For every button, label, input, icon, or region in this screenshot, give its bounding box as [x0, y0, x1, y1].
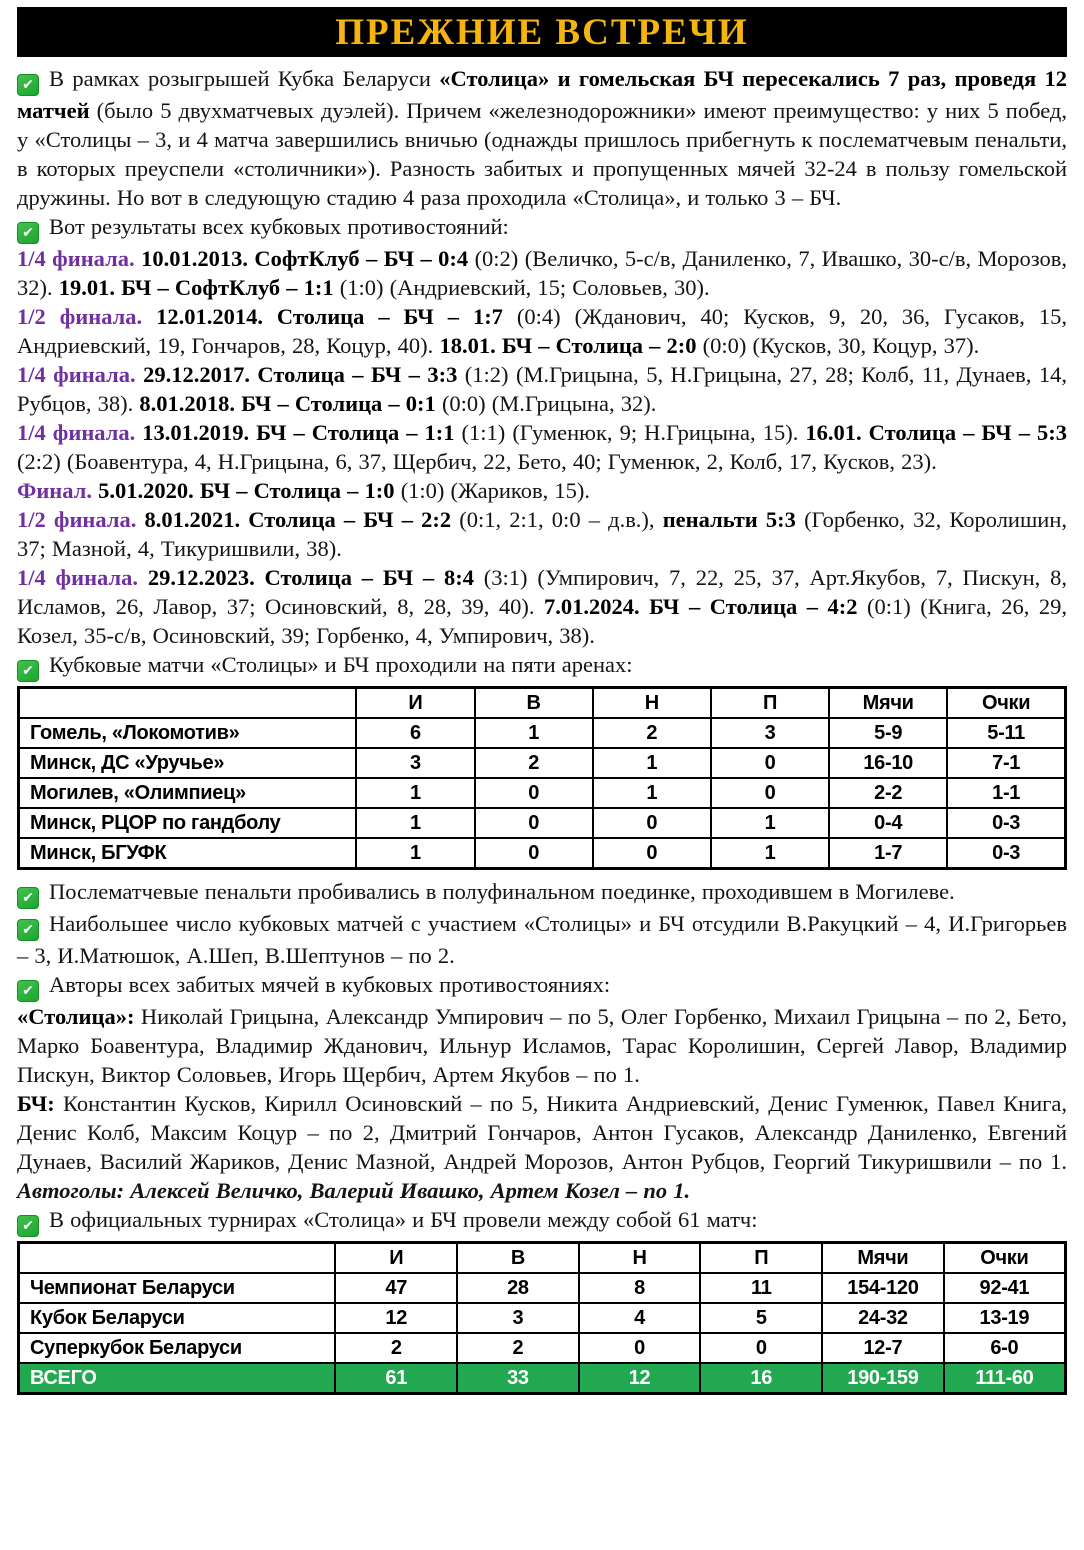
stat-cell: 154-120 [822, 1273, 944, 1303]
column-header: Н [579, 1243, 701, 1274]
text-segment: Послематчевые пенальти пробивались в полуфинальном поединке, проходившем в Могилеве. [49, 879, 955, 904]
table-row [19, 748, 1066, 778]
referees-paragraph [17, 909, 1067, 970]
text-segment: Константин Кусков, Кирилл Осиновский – по 5, Никита Андриевский, Денис Гуменюк, Павел Книга, Денис Колб, Максим Коцур – по 2, Дмитрий Гончаров, Антон Гусаков, Александр Даниленко, Евгений Дунаев, Василий Жариков, Денис Мазной, Андрей Морозов, Антон Рубцов, Георгий Тикуришвили – по 1. [17, 1091, 1067, 1174]
stat-cell: 0 [579, 1333, 701, 1363]
stat-cell: 0-3 [947, 838, 1065, 869]
table-row [19, 1333, 1066, 1363]
match-result-paragraph [17, 360, 1067, 418]
text-segment: (0:0) (М.Грицына, 32). [441, 391, 657, 416]
match-result-paragraph [17, 302, 1067, 360]
column-header: Очки [944, 1243, 1066, 1274]
stat-cell: 2 [593, 718, 711, 748]
stage-label: 1/4 финала. [17, 565, 148, 590]
text-segment: (1:0) (Жариков, 15). [400, 478, 590, 503]
stat-cell: 1 [356, 838, 474, 869]
text-segment: В официальных турнирах «Столица» и БЧ провели между собой 61 матч: [49, 1207, 758, 1232]
column-header: И [335, 1243, 457, 1274]
text-segment: 29.12.2017. Столица – БЧ – 3:3 [143, 362, 465, 387]
text-segment: 29.12.2023. Столица – БЧ – 8:4 [147, 565, 484, 590]
total-stat-cell: 61 [335, 1363, 457, 1394]
text-segment: (0:0) (Кусков, 30, Коцур, 37). [702, 333, 980, 358]
stat-cell: 1 [711, 838, 829, 869]
content [17, 64, 1067, 1395]
stat-cell: 5-11 [947, 718, 1065, 748]
text-segment: пенальти 5:3 [662, 507, 805, 532]
match-result-paragraph [17, 476, 1067, 505]
text-segment: В рамках розыгрышей Кубка Беларуси [49, 66, 440, 91]
match-result-paragraph [17, 244, 1067, 302]
row-label: Минск, БГУФК [19, 838, 357, 869]
stat-cell: 1 [475, 718, 593, 748]
column-header: В [457, 1243, 579, 1274]
total-label: ВСЕГО [19, 1363, 336, 1394]
column-header: Мячи [829, 688, 947, 719]
total-stat-cell: 12 [579, 1363, 701, 1394]
row-label: Суперкубок Беларуси [19, 1333, 336, 1363]
stat-cell: 3 [711, 718, 829, 748]
stat-cell: 11 [700, 1273, 822, 1303]
stat-cell: 6-0 [944, 1333, 1066, 1363]
text-segment: Вот результаты всех кубковых противостояний: [49, 214, 509, 239]
check-icon: ✔ [17, 980, 39, 1002]
text-segment: (1:1) (Гуменюк, 9; Н.Грицына, 15). [461, 420, 806, 445]
text-segment: БЧ: [17, 1091, 63, 1116]
stat-cell: 5-9 [829, 718, 947, 748]
text-segment: 10.01.2013. СофтКлуб – БЧ – 0:4 [141, 246, 475, 271]
text-segment: 13.01.2019. БЧ – Столица – 1:1 [142, 420, 462, 445]
column-header [19, 1243, 336, 1274]
stage-label: 1/4 финала. [17, 420, 143, 445]
match-result-paragraph [17, 563, 1067, 650]
table-row [19, 1273, 1066, 1303]
row-label: Чемпионат Беларуси [19, 1273, 336, 1303]
total-stat-cell: 190-159 [822, 1363, 944, 1394]
stat-cell: 24-32 [822, 1303, 944, 1333]
stat-cell: 12-7 [822, 1333, 944, 1363]
match-result-paragraph [17, 418, 1067, 476]
row-label: Гомель, «Локомотив» [19, 718, 357, 748]
table-row [19, 808, 1066, 838]
stat-cell: 1-7 [829, 838, 947, 869]
check-icon: ✔ [17, 74, 39, 96]
stat-cell: 0 [475, 778, 593, 808]
text-segment: 7.01.2024. БЧ – Столица – 4:2 [544, 594, 868, 619]
column-header: П [711, 688, 829, 719]
row-label: Кубок Беларуси [19, 1303, 336, 1333]
text-segment: (3:1) (Умпирович, 7, 22, 25, 37, Арт.Якубов, 7, Пискун, 8, Исламов, 26, Лавор, 37; Осиновский, 8, 28, 39, 40). [17, 565, 1067, 619]
stat-cell: 92-41 [944, 1273, 1066, 1303]
bch-scorers-paragraph [17, 1089, 1067, 1205]
match-result-paragraph [17, 505, 1067, 563]
column-header: Мячи [822, 1243, 944, 1274]
totals-table [17, 1241, 1067, 1395]
stat-cell: 5 [700, 1303, 822, 1333]
stage-label: 1/2 финала. [17, 507, 145, 532]
stat-cell: 1 [356, 808, 474, 838]
text-segment: Наибольшее число кубковых матчей с участием «Столицы» и БЧ отсудили В.Ракуцкий – 4, И.Григорьев – 3, И.Матюшок, А.Шеп, В.Шептунов – по 2. [17, 911, 1067, 968]
column-header: П [700, 1243, 822, 1274]
intro-paragraph [17, 64, 1067, 212]
text-segment: Кубковые матчи «Столицы» и БЧ проходили на пяти аренах: [49, 652, 633, 677]
penalties-paragraph [17, 877, 1067, 909]
text-segment: (Горбенко, 32, Королишин, 37; Мазной, 4, Тикуришвили, 38). [17, 507, 1067, 561]
text-segment: Авторы всех забитых мячей в кубковых противостояниях: [49, 972, 611, 997]
text-segment: 5.01.2020. БЧ – Столица – 1:0 [98, 478, 401, 503]
text-segment: (1:0) (Андриевский, 15; Соловьев, 30). [339, 275, 710, 300]
column-header: Очки [947, 688, 1065, 719]
column-header: В [475, 688, 593, 719]
stat-cell: 1 [593, 778, 711, 808]
stat-cell: 2-2 [829, 778, 947, 808]
table-row [19, 778, 1066, 808]
stat-cell: 0 [711, 748, 829, 778]
stat-cell: 47 [335, 1273, 457, 1303]
totals-lead-paragraph [17, 1205, 1067, 1237]
page-title: ПРЕЖНИЕ ВСТРЕЧИ [335, 11, 749, 53]
stat-cell: 1 [593, 748, 711, 778]
stat-cell: 0 [475, 838, 593, 869]
text-segment: (было 5 двухматчевых дуэлей). Причем «железнодорожники» имеют преимущество: у них 5 побед, у «Столицы – 3, и 4 матча завершились вничью (однажды пришлось прибегнуть к послематчевым пенальти, в которых преуспели «столичники»). Разность забитых и пропущенных мячей 32-24 в пользу гомельской дружины. Но вот в следующую стадию 4 раза проходила «Столица», и только 3 – БЧ. [17, 98, 1067, 210]
stat-cell: 0 [475, 808, 593, 838]
row-label: Минск, РЦОР по гандболу [19, 808, 357, 838]
row-label: Могилев, «Олимпиец» [19, 778, 357, 808]
check-icon: ✔ [17, 222, 39, 244]
table-row [19, 718, 1066, 748]
text-segment: 19.01. БЧ – СофтКлуб – 1:1 [58, 275, 340, 300]
text-segment: (1:2) (М.Грицына, 5, Н.Грицына, 27, 28; Колб, 11, Дунаев, 14, Рубцов, 38). [17, 362, 1067, 416]
stat-cell: 0 [593, 808, 711, 838]
stat-cell: 2 [475, 748, 593, 778]
text-segment: Автоголы: Алексей Величко, Валерий Ивашко, Артем Козел – по 1. [17, 1178, 691, 1203]
stage-label: Финал. [17, 478, 99, 503]
stat-cell: 1-1 [947, 778, 1065, 808]
total-stat-cell: 33 [457, 1363, 579, 1394]
text-segment: (0:1) (Книга, 26, 29, Козел, 35-с/в, Осиновский, 39; Горбенко, 4, Умпирович, 38). [17, 594, 1067, 648]
results-lead-paragraph [17, 212, 1067, 244]
stage-label: 1/2 финала. [17, 304, 157, 329]
table-row [19, 1303, 1066, 1333]
check-icon: ✔ [17, 660, 39, 682]
text-segment: (0:2) (Величко, 5-с/в, Даниленко, 7, Ивашко, 30-с/в, Морозов, 32). [17, 246, 1067, 300]
check-icon: ✔ [17, 1215, 39, 1237]
scorers-lead-paragraph [17, 970, 1067, 1002]
text-segment: (0:1, 2:1, 0:0 – д.в.), [459, 507, 663, 532]
text-segment: 16.01. Столица – БЧ – 5:3 [805, 420, 1067, 445]
column-header: Н [593, 688, 711, 719]
header-row [19, 1243, 1066, 1274]
total-stat-cell: 111-60 [944, 1363, 1066, 1394]
check-icon: ✔ [17, 887, 39, 909]
table-row [19, 838, 1066, 869]
stat-cell: 4 [579, 1303, 701, 1333]
column-header: И [356, 688, 474, 719]
text-segment: «Столица» и гомельская БЧ пересекались 7 раз, проведя 12 матчей [17, 66, 1067, 123]
stat-cell: 1 [356, 778, 474, 808]
stat-cell: 13-19 [944, 1303, 1066, 1333]
total-row [19, 1363, 1066, 1394]
text-segment: (2:2) (Боавентура, 4, Н.Грицына, 6, 37, Щербич, 22, Бето, 40; Гуменюк, 2, Колб, 17, Кусков, 23). [17, 449, 937, 474]
check-icon: ✔ [17, 919, 39, 941]
text-segment: «Столица»: [17, 1004, 141, 1029]
stat-cell: 12 [335, 1303, 457, 1333]
text-segment: 12.01.2014. Столица – БЧ – 1:7 [156, 304, 517, 329]
arenas-table [17, 686, 1067, 870]
stat-cell: 0 [700, 1333, 822, 1363]
arenas-lead-paragraph [17, 650, 1067, 682]
stat-cell: 0-4 [829, 808, 947, 838]
total-stat-cell: 16 [700, 1363, 822, 1394]
header-row [19, 688, 1066, 719]
stage-label: 1/4 финала. [17, 246, 142, 271]
text-segment: 18.01. БЧ – Столица – 2:0 [439, 333, 703, 358]
stat-cell: 6 [356, 718, 474, 748]
text-segment: 8.01.2018. БЧ – Столица – 0:1 [139, 391, 442, 416]
stat-cell: 2 [335, 1333, 457, 1363]
stat-cell: 8 [579, 1273, 701, 1303]
text-segment: (0:4) (Жданович, 40; Кусков, 9, 20, 36, Гусаков, 15, Андриевский, 19, Гончаров, 28, Коцур, 40). [17, 304, 1067, 358]
title-bar [17, 7, 1067, 57]
stat-cell: 3 [457, 1303, 579, 1333]
stat-cell: 1 [711, 808, 829, 838]
stat-cell: 2 [457, 1333, 579, 1363]
stat-cell: 0 [593, 838, 711, 869]
stat-cell: 28 [457, 1273, 579, 1303]
stage-label: 1/4 финала. [17, 362, 144, 387]
stolitsa-scorers-paragraph [17, 1002, 1067, 1089]
stat-cell: 0-3 [947, 808, 1065, 838]
text-segment: Николай Грицына, Александр Умпирович – по 5, Олег Горбенко, Михаил Грицына – по 2, Бето, Марко Боавентура, Владимир Жданович, Ильнур Исламов, Тарас Королишин, Сергей Лавор, Владимир Пискун, Виктор Соловьев, Игорь Щербич, Артем Якубов – по 1. [17, 1004, 1067, 1087]
stat-cell: 3 [356, 748, 474, 778]
row-label: Минск, ДС «Уручье» [19, 748, 357, 778]
stat-cell: 0 [711, 778, 829, 808]
column-header [19, 688, 357, 719]
stat-cell: 7-1 [947, 748, 1065, 778]
text-segment: 8.01.2021. Столица – БЧ – 2:2 [144, 507, 460, 532]
stat-cell: 16-10 [829, 748, 947, 778]
